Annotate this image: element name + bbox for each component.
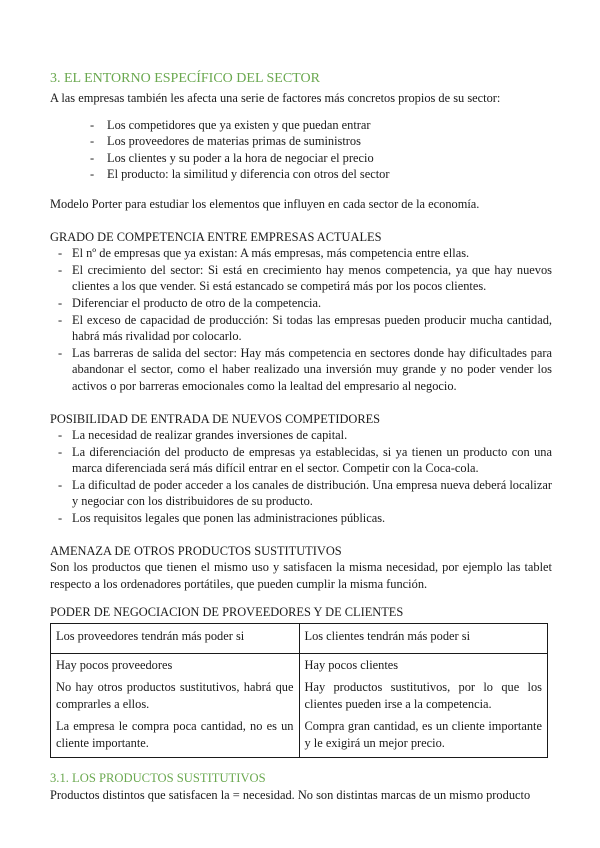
table-cell-clientes [299, 653, 548, 757]
section-3-intro: A las empresas también les afecta una serie de factores más concretos propios de su sector: [50, 91, 501, 105]
table-header-proveedores: Los proveedores tendrán más poder si [51, 624, 300, 654]
negociacion-table [50, 623, 548, 758]
cell-line: Compra gran cantidad, es un cliente importante y le exigirá un mejor precio. [304, 719, 542, 750]
list-item: - El producto: la similitud y diferencia con otros del sector [50, 166, 552, 183]
list-item: - Los clientes y su poder a la hora de negociar el precio [50, 150, 552, 167]
cell-line: Hay productos sustitutivos, por lo que los clientes pueden irse a la competencia. [304, 680, 542, 711]
cell-line: No hay otros productos sustitutivos, habrá que comprarles a ellos. [56, 680, 294, 711]
list-item: - Los competidores que ya existen y que puedan entrar [50, 117, 552, 134]
table-row [51, 653, 548, 757]
table-header-row [51, 624, 548, 654]
list-item: - Diferenciar el producto de otro de la competencia. [50, 295, 552, 312]
document-page [50, 70, 552, 803]
section-3-title: 3. EL ENTORNO ESPECÍFICO DEL SECTOR [50, 71, 320, 86]
list-item: - Los requisitos legales que ponen las administraciones públicas. [50, 510, 552, 527]
table-cell-proveedores [51, 653, 300, 757]
entrada-heading: POSIBILIDAD DE ENTRADA DE NUEVOS COMPETIDORES [50, 411, 381, 426]
cell-line: Hay pocos proveedores [56, 657, 173, 672]
list-item: - El exceso de capacidad de producción: Si todas las empresas pueden producir mucha cantidad, habrá más rivalidad por colocarlo. [50, 312, 552, 345]
entrada-list [50, 427, 552, 527]
cell-line: La empresa le compra poca cantidad, no es un cliente importante. [56, 719, 294, 750]
list-item: - La dificultad de poder acceder a los canales de distribución. Una empresa nueva deberá localizar y negociar con los distribuidores de su producto. [50, 477, 552, 510]
competencia-heading: GRADO DE COMPETENCIA ENTRE EMPRESAS ACTUALES [50, 229, 382, 244]
factors-list [50, 117, 552, 183]
competencia-list [50, 245, 552, 394]
sustitutivos-text: Son los productos que tienen el mismo uso y satisfacen la misma necesidad, por ejemplo las tablet respecto a los ordenadores portátiles, que pueden cumplir la misma función. [50, 560, 552, 591]
cell-line: Hay pocos clientes [304, 657, 399, 672]
section-3-1-title: 3.1. LOS PRODUCTOS SUSTITUTIVOS [50, 770, 266, 785]
sustitutivos-heading: AMENAZA DE OTROS PRODUCTOS SUSTITUTIVOS [50, 543, 342, 558]
negociacion-heading: PODER DE NEGOCIACION DE PROVEEDORES Y DE CLIENTES [50, 605, 404, 620]
list-item: - El nº de empresas que ya existan: A más empresas, más competencia entre ellas. [50, 245, 552, 262]
list-item: - Las barreras de salida del sector: Hay más competencia en sectores donde hay dificultades para abandonar el sector, como el haber realizado una inversión muy grande y no poder vender los activos o por barreras emocionales como la lealtad del empresario al negocio. [50, 345, 552, 395]
list-item: - La diferenciación del producto de empresas ya establecidas, si ya tienen un producto con una marca diferenciada será más difícil entrar en el sector. Competir con la Coca-cola. [50, 444, 552, 477]
list-item: - El crecimiento del sector: Si está en crecimiento hay menos competencia, ya que hay nuevos clientes a los que vender. Si está estancado se competirá más por los pocos clientes. [50, 262, 552, 295]
section-3-1-text: Productos distintos que satisfacen la = necesidad. No son distintas marcas de un mismo producto [50, 787, 531, 802]
table-header-clientes: Los clientes tendrán más poder si [299, 624, 548, 654]
porter-model-text: Modelo Porter para estudiar los elementos que influyen en cada sector de la economía. [50, 196, 480, 211]
list-item: - La necesidad de realizar grandes inversiones de capital. [50, 427, 552, 444]
list-item: - Los proveedores de materias primas de suministros [50, 133, 552, 150]
